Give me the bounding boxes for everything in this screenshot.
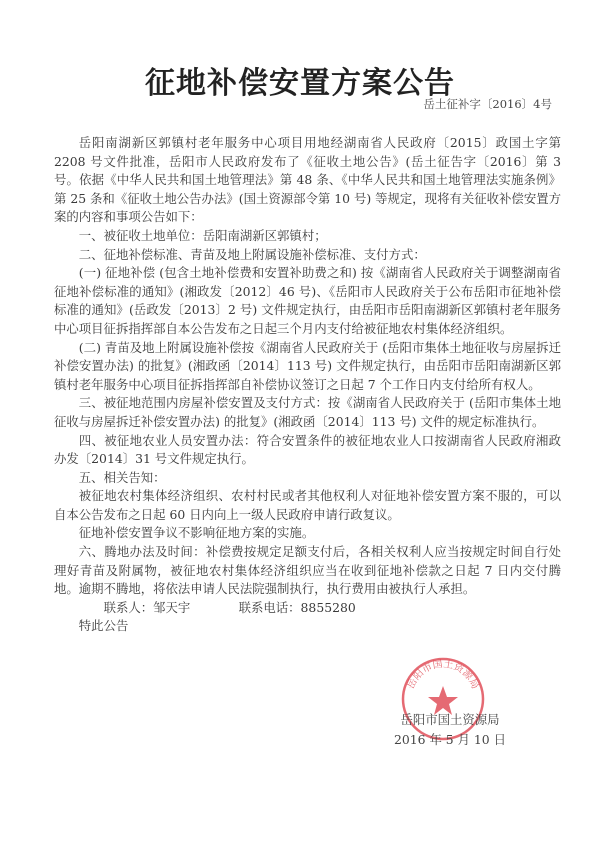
paragraph-section-3: 三、被征地范围内房屋补偿安置及支付方式：按《湖南省人民政府关于 (岳阳市集体土地征收与房屋拆迁补偿安置办法) 的批复》(湘政函〔2014〕113 号) 文件的规定标准执行。	[54, 395, 561, 429]
paragraph-section-5-appeal: 被征地农村集体经济组织、农村村民或者其他权利人对征地补偿安置方案不服的，可以自本公告发布之日起 60 日内向上一级人民政府申请行政复议。	[54, 488, 561, 522]
paragraph-section-2-1: (一) 征地补偿 (包含土地补偿费和安置补助费之和) 按《湖南省人民政府关于调整湖南省征地补偿标准的通知》(湘政发〔2012〕46 号)、《岳阳市人民政府关于公布岳阳市征地补偿标准的通知》(岳政发〔2013〕2 号) 文件规定执行，由岳阳市岳阳南湖新区郭镇村老年服务中心项目征拆指挥部自本公告发布之日起三个月内支付给被征地农村集体经济组织。	[54, 265, 561, 336]
paragraph-section-1: 一、被征收土地单位：岳阳南湖新区郭镇村；	[78, 227, 327, 243]
paragraph-section-6: 六、腾地办法及时间：补偿费按规定足额支付后，各相关权利人应当按规定时间自行处理好青苗及附属物，被征地农村集体经济组织应当在收到征地补偿款之日起 7 日内交付腾地。逾期不腾地，将依法申请人民法院强制执行，执行费用由被执行人承担。	[54, 544, 561, 597]
paragraph-intro: 岳阳南湖新区郭镇村老年服务中心项目用地经湖南省人民政府〔2015〕政国土字第 2208 号文件批准，岳阳市人民政府发布了《征收土地公告》(岳土征告字〔2016〕第 3 号。依据《中华人民共和国土地管理法》第 48 条、《中华人民共和国土地管理法实施条例》第 25 条和《征收土地公告办法》(国土资源部令第 10 号) 等规定，现将有关征收补偿安置方案的内容和事项公告如下：	[54, 135, 561, 225]
contact-phone: 联系电话：8855280	[238, 599, 356, 615]
issue-date: 2016 年 5 月 10 日	[393, 732, 507, 747]
document-body	[54, 134, 561, 636]
issuer-name: 岳阳市国土资源局	[400, 712, 500, 727]
paragraph-section-5-dispute: 征地补偿安置争议不影响征地方案的实施。	[78, 525, 315, 541]
contact-person: 联系人：邹天宇	[103, 599, 191, 615]
svg-text:岳阳市国土资源局	[404, 657, 482, 691]
document-title: 征地补偿安置方案公告	[145, 66, 455, 101]
paragraph-section-2: 二、征地补偿标准、青苗及地上附属设施补偿标准、支付方式：	[78, 246, 426, 262]
paragraph-section-2-2: (二) 青苗及地上附属设施补偿按《湖南省人民政府关于 (岳阳市集体土地征收与房屋拆迁补偿安置办法) 的批复》(湘政函〔2014〕113 号) 文件规定执行，由岳阳市岳阳南湖新区郭镇村老年服务中心项目征拆指挥部自补偿协议签订之日起 7 个工作日内支付给所有权人。	[54, 339, 561, 392]
paragraph-section-4: 四、被征地农业人员安置办法：符合安置条件的被征地农业人口按湖南省人民政府湘政办发〔2014〕31 号文件规定执行。	[54, 432, 561, 467]
document-number: 岳土征补字〔2016〕4号	[423, 97, 552, 111]
contact-line	[54, 599, 561, 618]
paragraph-section-5: 五、相关告知：	[78, 469, 166, 485]
signature-block	[380, 710, 520, 750]
closing-text: 特此公告	[78, 618, 129, 634]
seal-text: 岳阳市国土资源局	[405, 658, 481, 691]
